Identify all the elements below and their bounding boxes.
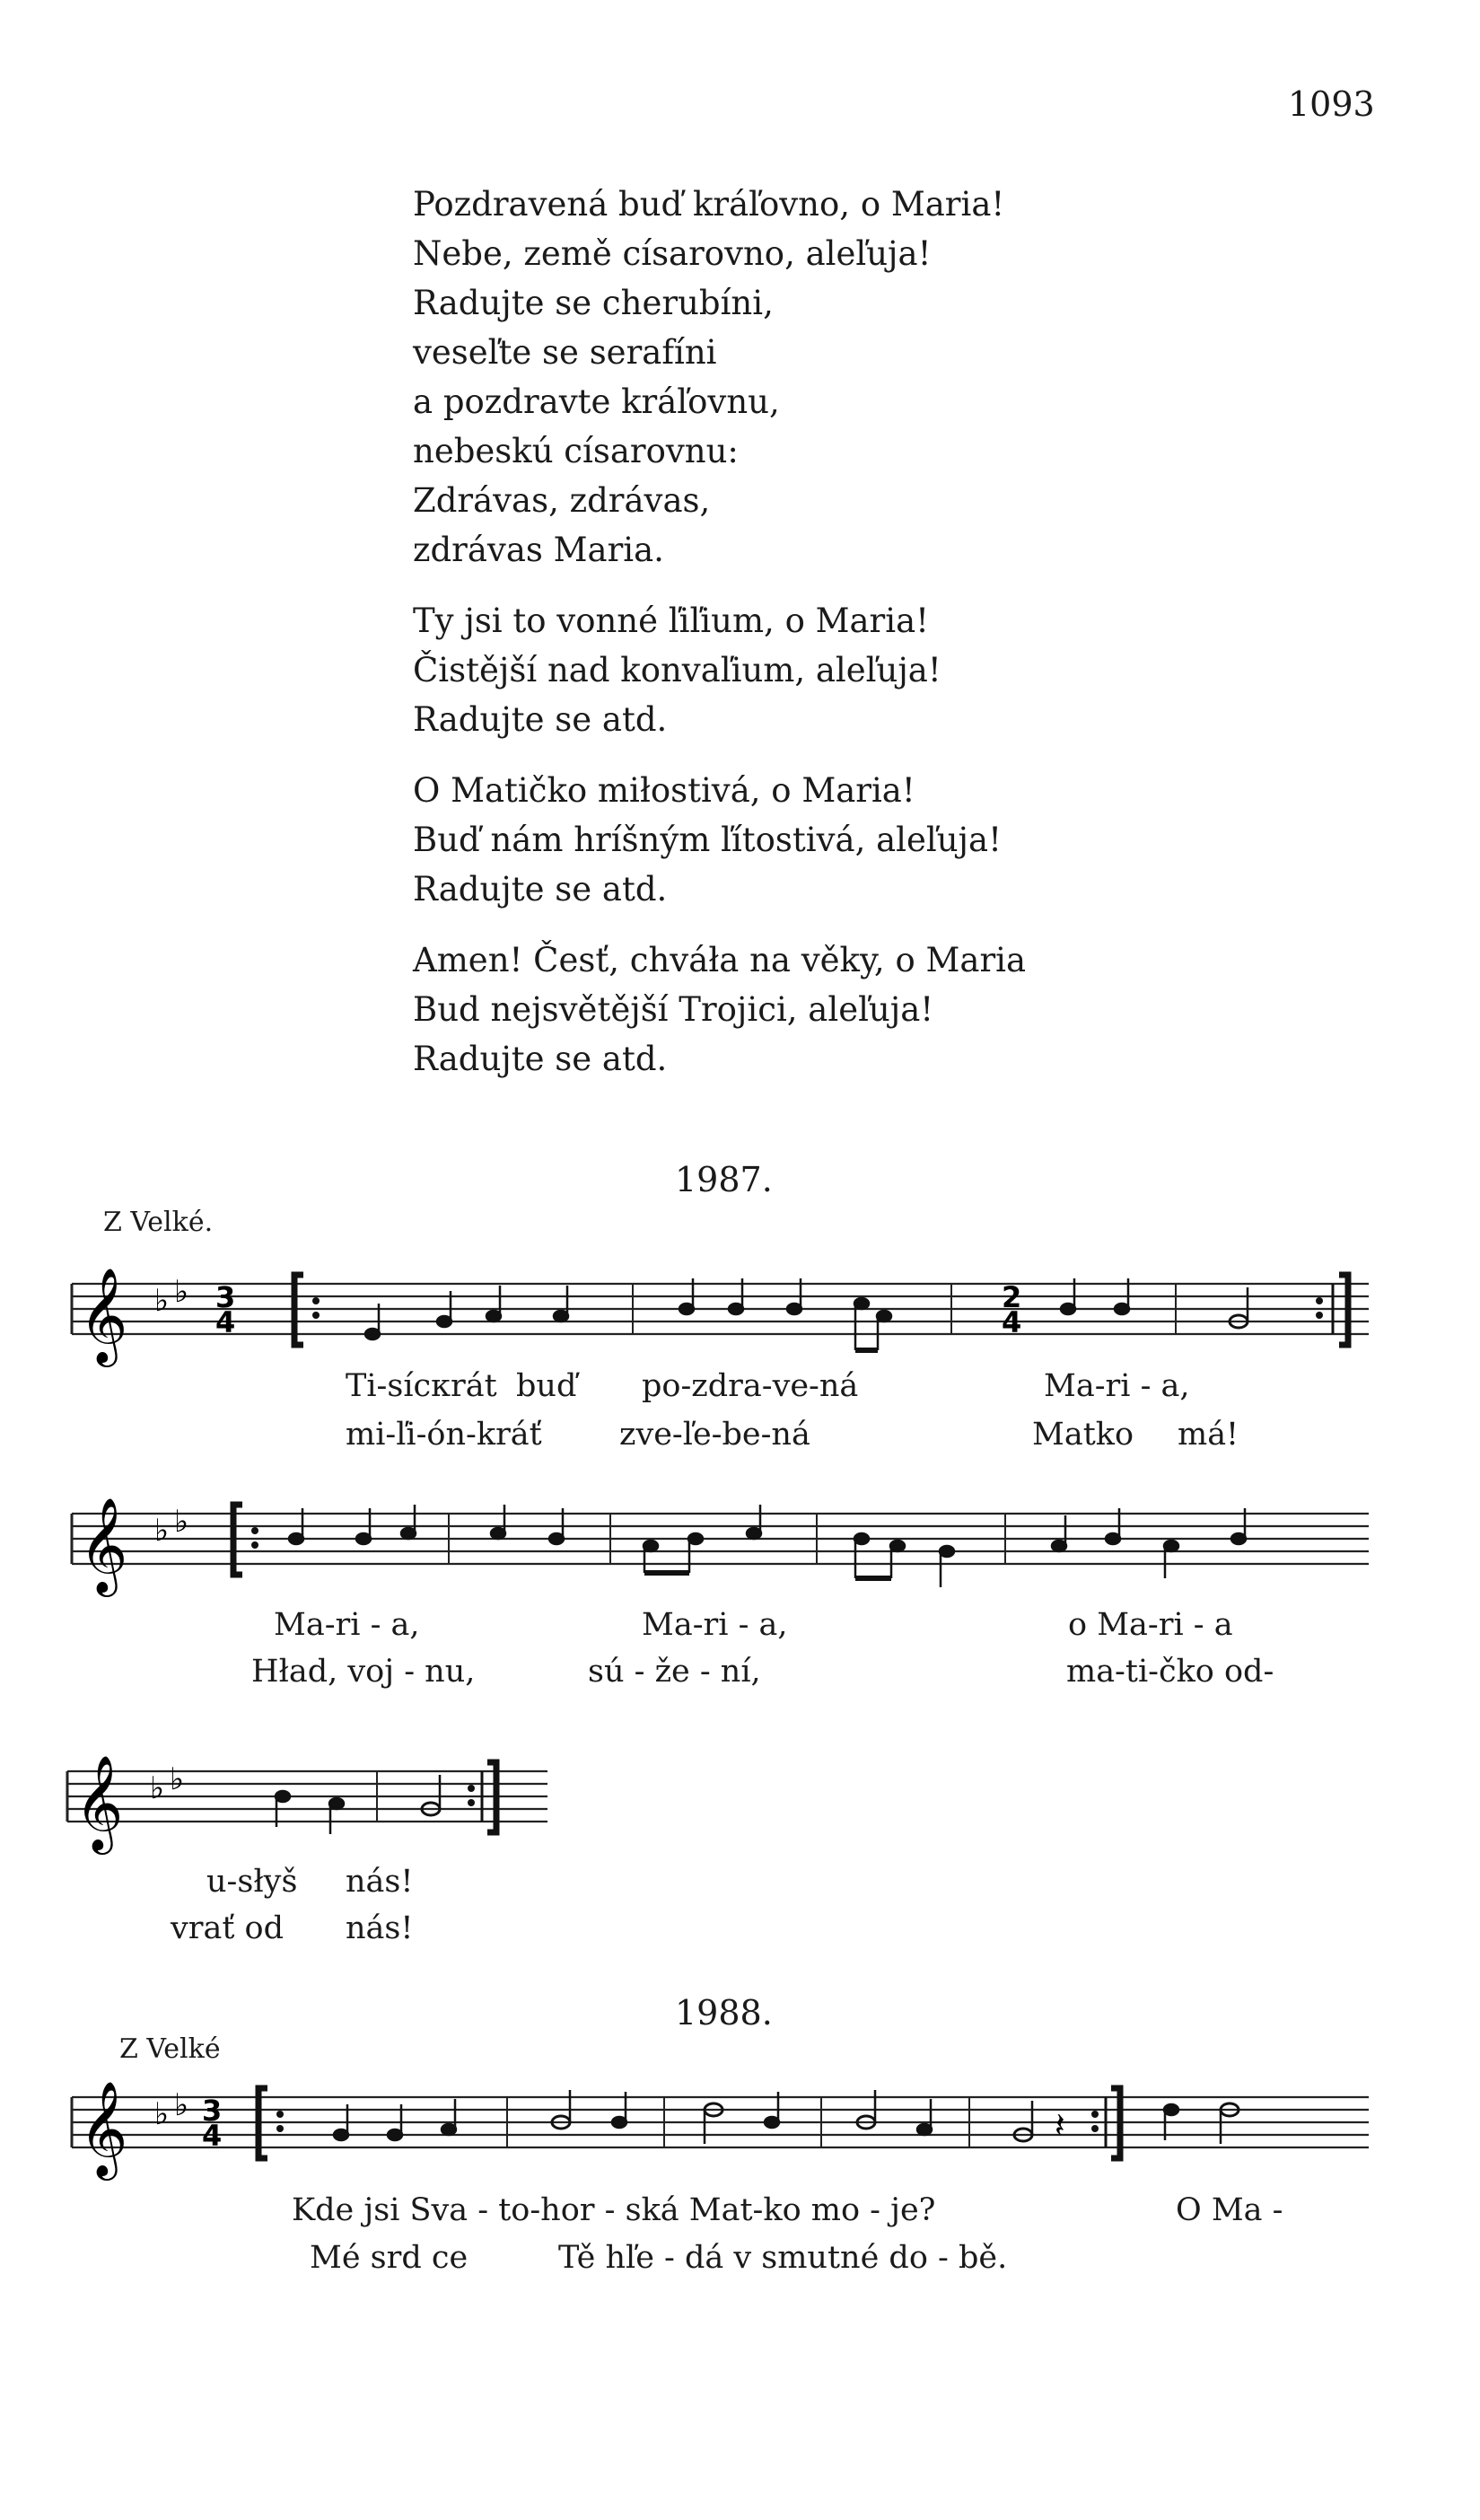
lyric: Tě hľe - dá v smutné do - bě. <box>558 2240 1008 2276</box>
svg-text:3: 3 <box>202 2094 223 2128</box>
svg-text:𝄞: 𝄞 <box>79 1267 128 1363</box>
svg-text:3: 3 <box>215 1280 236 1314</box>
page-number: 1093 <box>1288 84 1375 124</box>
lyric: Mé srd ce <box>310 2240 469 2276</box>
verse-line: Nebe, země císarovno, aleľuja! <box>413 234 932 273</box>
lyric: u-słyš <box>206 1864 298 1900</box>
lyric: po-zdra-ve-ná <box>642 1368 859 1404</box>
verse-line: Čistější nad konvaľium, aleľuja! <box>413 651 941 689</box>
stanza-4 <box>413 935 1026 1084</box>
verse-line: zdrávas Maria. <box>413 531 664 569</box>
svg-text:♭: ♭ <box>154 2096 170 2132</box>
svg-text:♭: ♭ <box>174 2087 189 2123</box>
lyric: sú - že - ní, <box>588 1654 761 1690</box>
svg-text:𝄞: 𝄞 <box>79 2080 128 2176</box>
verse-line: Amen! Česť, chváła na věky, o Maria <box>413 941 1027 979</box>
verse-line: Buď nám hríšným ľítostivá, aleľuja! <box>413 821 1002 859</box>
svg-text:♭: ♭ <box>154 1283 170 1319</box>
svg-text:♭: ♭ <box>170 1761 185 1797</box>
svg-text:𝄞: 𝄞 <box>79 1497 128 1593</box>
song-number-1988: 1988. <box>675 1993 773 2033</box>
verse-line: a pozdravte kráľovnu, <box>413 382 780 421</box>
lyric: nás! <box>346 1864 414 1900</box>
verse-line: O Matičko miłostivá, o Maria! <box>413 771 915 810</box>
song-source-1988: Z Velké <box>119 2033 221 2065</box>
verse-line: veseľte se serafíni <box>413 333 717 372</box>
lyric: O Ma - <box>1176 2192 1283 2228</box>
lyric: Ma-ri - a, <box>642 1607 788 1643</box>
verse-line: Pozdravená buď kráľovno, o Maria! <box>413 185 1005 224</box>
lyric: zve-ľe-be-ná <box>619 1417 810 1453</box>
svg-text:𝄞: 𝄞 <box>74 1754 124 1850</box>
svg-text:♭: ♭ <box>154 1513 170 1549</box>
lyric: ma-ti-čko od- <box>1066 1654 1274 1690</box>
svg-text:𝄽: 𝄽 <box>1055 2105 1065 2145</box>
verse-line: Radujte se atd. <box>413 700 668 739</box>
verse-line: Ty jsi to vonné ľiľium, o Maria! <box>413 601 929 640</box>
music-staff-1987-system-3 <box>67 1755 570 1872</box>
song-source-1987: Z Velké. <box>103 1207 214 1238</box>
svg-text:4: 4 <box>1002 1305 1022 1339</box>
music-staff-1987-system-2 <box>72 1497 1382 1614</box>
music-staff-1988-system-1 <box>72 2081 1382 2198</box>
verse-line: Zdrávas, zdrávas, <box>413 481 711 520</box>
verse-line: Bud nejsvětější Trojici, aleľuja! <box>413 990 934 1029</box>
stanza-2 <box>413 596 1026 744</box>
svg-text:♭: ♭ <box>174 1274 189 1310</box>
lyric: Ma-ri - a, <box>1044 1368 1190 1404</box>
svg-text:4: 4 <box>215 1305 236 1339</box>
svg-text:4: 4 <box>202 2119 223 2153</box>
lyric: Hład, voj - nu, <box>251 1654 476 1690</box>
verse-text <box>413 180 1026 1105</box>
lyric: buď <box>516 1368 577 1404</box>
verse-line: Radujte se atd. <box>413 1040 668 1078</box>
lyric: má! <box>1178 1417 1239 1453</box>
lyric: Ti-sícкrát <box>346 1368 497 1404</box>
svg-text:♭: ♭ <box>174 1504 189 1540</box>
lyric: vrať od <box>171 1910 285 1946</box>
verse-line: Radujte se atd. <box>413 870 668 909</box>
lyric: Ma-ri - a, <box>274 1607 420 1643</box>
svg-text:♭: ♭ <box>150 1770 165 1806</box>
lyric: o Ma-ri - a <box>1068 1607 1233 1643</box>
stanza-3 <box>413 766 1026 914</box>
music-staff-1987-system-1 <box>72 1268 1382 1384</box>
lyric: Matko <box>1032 1417 1134 1453</box>
stanza-1 <box>413 180 1026 575</box>
verse-line: Radujte se cherubíni, <box>413 284 774 322</box>
lyric: mi-ľi-ón-kráť <box>346 1417 542 1453</box>
svg-text:2: 2 <box>1002 1280 1022 1314</box>
verse-line: nebeskú císarovnu: <box>413 432 739 470</box>
lyric: nás! <box>346 1910 414 1946</box>
song-number-1987: 1987. <box>675 1160 773 1199</box>
lyric: Kde jsi Sva - to-hor - ská Mat-ko mo - je? <box>292 2192 936 2228</box>
